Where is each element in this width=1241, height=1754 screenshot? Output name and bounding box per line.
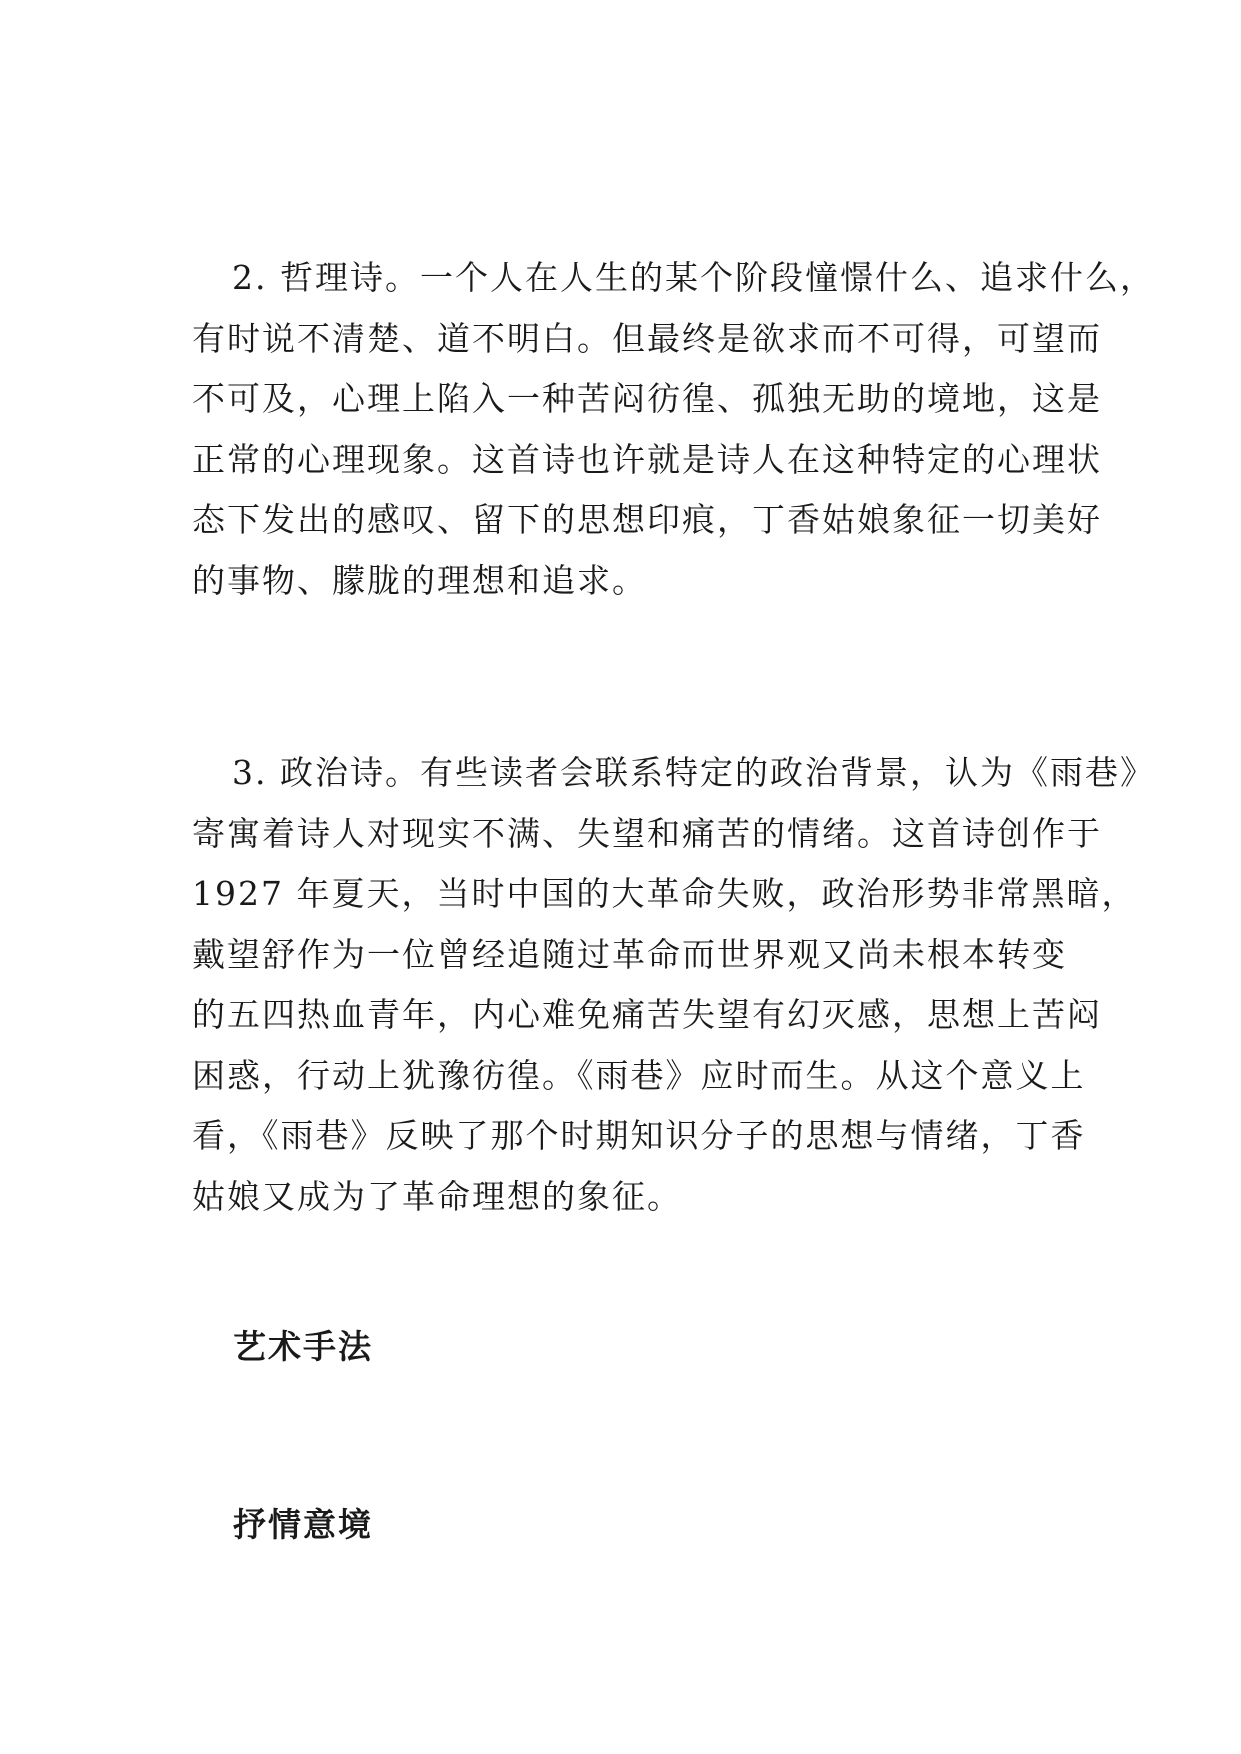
paragraph-line: 困惑，行动上犹豫彷徨。《雨巷》应时而生。从这个意义上 bbox=[192, 1055, 1086, 1095]
paragraph-philosophical-poem bbox=[192, 248, 1155, 611]
paragraph-line: 的事物、朦胧的理想和追求。 bbox=[192, 560, 647, 600]
paragraph-line: 正常的心理现象。这首诗也许就是诗人在这种特定的心理状 bbox=[192, 439, 1102, 479]
paragraph-line: 有时说不清楚、道不明白。但最终是欲求而不可得，可望而 bbox=[192, 318, 1102, 358]
paragraph-line: 态下发出的感叹、留下的思想印痕，丁香姑娘象征一切美好 bbox=[192, 500, 1102, 539]
paragraph-line: 不可及，心理上陷入一种苦闷彷徨、孤独无助的境地，这是 bbox=[192, 379, 1102, 418]
paragraph-line: 1927 年夏天，当时中国的大革命失败，政治形势非常黑暗， bbox=[192, 874, 1137, 913]
paragraph-line: 姑娘又成为了革命理想的象征。 bbox=[192, 1176, 682, 1216]
paragraph-line: 的五四热血青年，内心难免痛苦失望有幻灭感，思想上苦闷 bbox=[192, 995, 1102, 1034]
paragraph-line: 看，《雨巷》反映了那个时期知识分子的思想与情绪，丁香 bbox=[192, 1116, 1086, 1155]
paragraph-line: 戴望舒作为一位曾经追随过革命而世界观又尚未根本转变 bbox=[192, 934, 1067, 974]
paragraph-political-poem bbox=[192, 743, 1155, 1227]
paragraph-line: 3. 政治诗。有些读者会联系特定的政治背景，认为《雨巷》 bbox=[232, 753, 1155, 792]
section-heading-lyrical-mood: 抒情意境 bbox=[233, 1505, 373, 1544]
section-heading-art-techniques: 艺术手法 bbox=[233, 1327, 373, 1366]
paragraph-line: 寄寓着诗人对现实不满、失望和痛苦的情绪。这首诗创作于 bbox=[192, 813, 1102, 853]
paragraph-line: 2. 哲理诗。一个人在人生的某个阶段憧憬什么、追求什么， bbox=[232, 258, 1155, 297]
